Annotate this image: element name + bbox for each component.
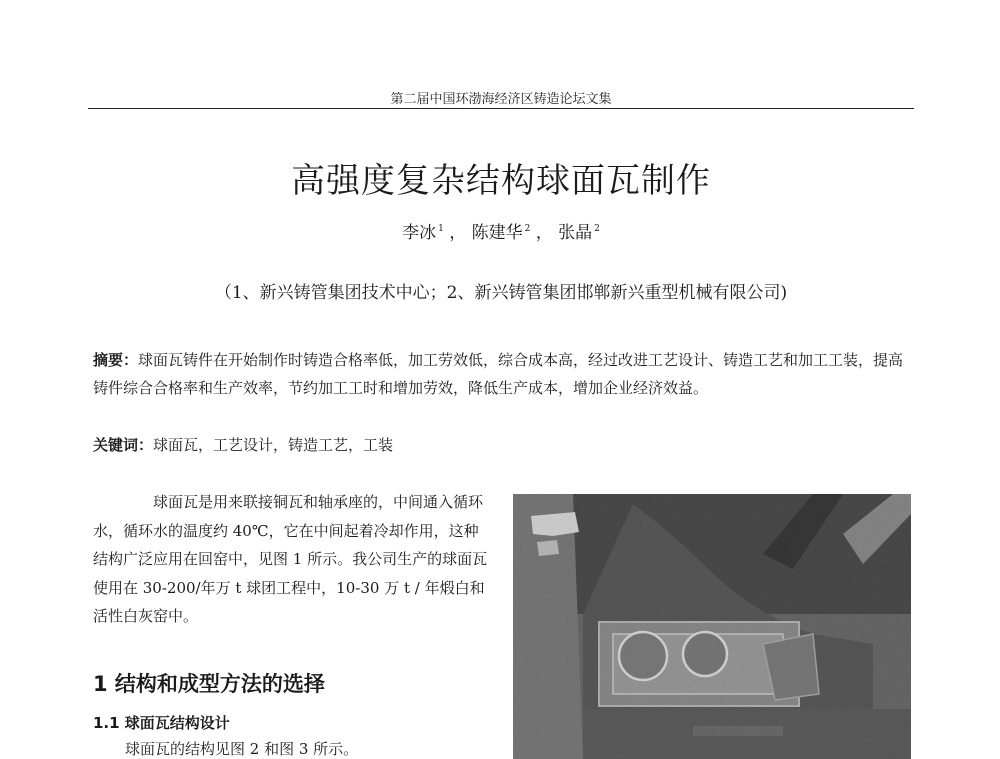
author-name: 陈建华 <box>471 223 523 243</box>
header-rule <box>88 108 914 109</box>
casting-photo-illustration <box>513 494 911 759</box>
abstract-label: 摘要： <box>93 351 139 369</box>
figure-1-photo <box>513 494 911 759</box>
author-affiliation-mark: 2 <box>524 224 531 235</box>
subsection-paragraph: 球面瓦的结构见图 2 和图 3 所示。 <box>125 740 359 758</box>
author-list <box>88 218 914 243</box>
author-name: 张晶 <box>558 223 593 243</box>
keywords-text: 球面瓦，工艺设计，铸造工艺，工装 <box>153 436 394 454</box>
section-heading: 1 结构和成型方法的选择 <box>93 672 325 696</box>
author-affiliation-mark: 1 <box>438 224 444 235</box>
author-separator: ， <box>535 223 553 243</box>
author-affiliation-mark: 2 <box>594 224 600 235</box>
running-header: 第二届中国环渤海经济区铸造论坛文集 <box>390 92 612 107</box>
author-separator: ， <box>449 223 467 243</box>
affiliation: （1、新兴铸管集团技术中心；2、新兴铸管集团邯郸新兴重型机械有限公司) <box>214 283 788 303</box>
keywords-label: 关键词： <box>93 436 154 454</box>
subsection-heading: 1.1 球面瓦结构设计 <box>93 714 230 732</box>
author-name: 李冰 <box>402 223 437 243</box>
abstract-text: 球面瓦铸件在开始制作时铸造合格率低，加工劳效低，综合成本高，经过改进工艺设计、铸造工艺和加工工装，提高铸件综合合格率和生产效率，节约加工工时和增加劳效，降低生产成本，增加企业经济效益。 <box>93 351 904 397</box>
intro-paragraph: 球面瓦是用来联接铜瓦和轴承座的，中间通入循环水，循环水的温度约 40℃，它在中间起着冷却作用，这种结构广泛应用在回窑中，见图 1 所示。我公司生产的球面瓦使用在 30-200/年万 t 球团工程中，10-30 万 t / 年煅白和活性白灰窑中。 <box>93 493 488 625</box>
paper-title: 高强度复杂结构球面瓦制作 <box>291 161 711 201</box>
keywords <box>93 431 913 459</box>
abstract <box>93 346 913 402</box>
